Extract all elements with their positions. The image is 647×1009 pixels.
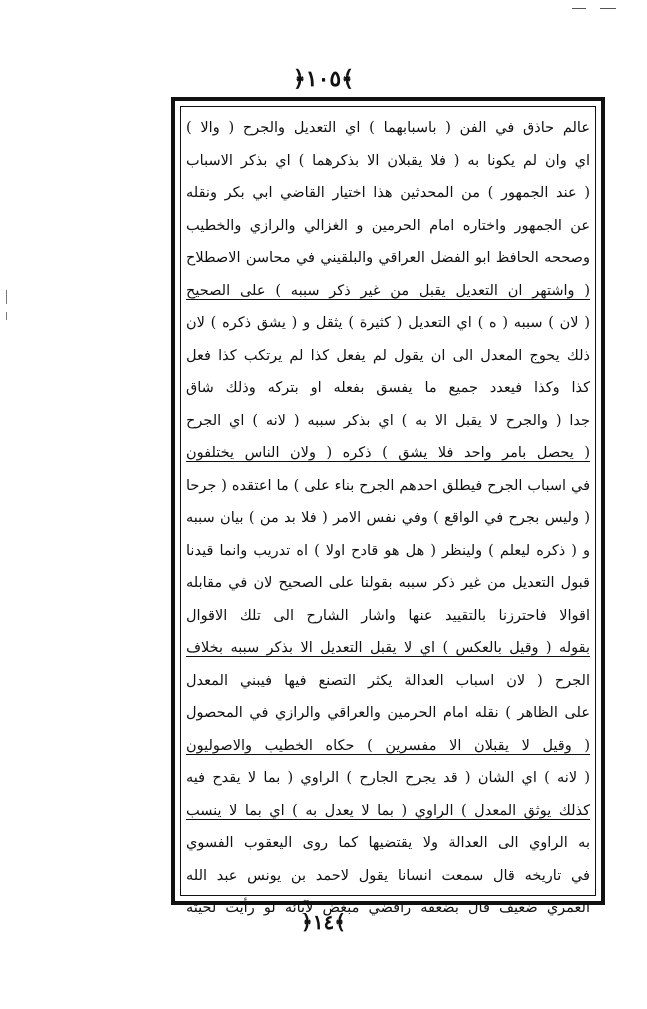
text-line: ذلك يحوج المعدل الى ان يقول لم يفعل كذا لم يرتكب كذا فعل	[186, 347, 590, 364]
text-line: ( واشتهر ان التعديل يقبل من غير ذكر سببه ) على الصحيح	[186, 282, 590, 299]
body-text	[186, 112, 590, 916]
text-line: ( يحصل بامر واحد فلا يشق ) ذكره ( ولان الناس يختلفون	[186, 445, 590, 461]
text-line: اي وان لم يكونا به ( فلا يقبلان الا بذكرهما ) اي بذكر الاسباب	[186, 152, 590, 169]
text-line: عن الجمهور واختاره امام الحرمين و الغزالي والرازي والخطيب	[186, 217, 590, 234]
page-number: ﴿١٠٥﴾	[292, 66, 355, 92]
text-line: جدا ( والجرح لا يقبل الا به ) اي بذكر سببه ( لانه ) اي الجرح	[186, 412, 590, 429]
text-line: قبول التعديل من غير ذكر سببه بقولنا على الصحيح لان في مقابله	[186, 575, 590, 591]
scan-edge-mark	[6, 290, 7, 304]
text-line: ( وليس بجرح في الواقع ) وفي نفس الامر ( فلا بد من ) بيان سببه	[186, 510, 590, 526]
catchword: ﴿١٤﴾	[301, 910, 346, 934]
text-line: في اسباب الجرح فيطلق احدهم الجرح بناء على ) ما اعتقده ( جرحا	[186, 477, 590, 494]
text-line: كذا وكذا فيعدد جميع ما يفسق بفعله او بتركه وذلك شاق	[186, 380, 590, 396]
text-line: وصححه الحافظ ابو الفضل العراقي والبلقيني في محاسن الاصطلاح	[186, 250, 590, 266]
text-line: بقوله ( وقيل بالعكس ) اي لا يقبل التعديل الا بذكر سببه بخلاف	[186, 640, 590, 656]
text-line: العمري ضعيف قال بضعفه رافضي مبغض لآبائه لو رأيت لحيته	[186, 900, 590, 916]
scan-corner-mark	[600, 8, 616, 9]
text-line: ( وقيل لا يقبلان الا مفسرين ) حكاه الخطيب والاصوليون	[186, 737, 590, 754]
text-line: ( لانه ) اي الشان ( قد يجرح الجارح ) الراوي ( بما لا يقدح فيه	[186, 770, 590, 786]
text-line: كذلك يوثق المعدل ) الراوي ( بما لا يعدل به ) اي بما لا ينسب	[186, 802, 590, 819]
scan-edge-mark	[6, 312, 7, 320]
text-line: الجرح ( لان اسباب العدالة يكثر التصنع فيها فيبني المعدل	[186, 672, 590, 689]
text-line: ( لان ) سببه ( ه ) اي التعديل ( كثيرة ) يثقل و ( يشق ذكره ) لان	[186, 315, 590, 331]
text-line: به الراوي الى العدالة ولا يقتضيها كما روى اليعقوب الفسوي	[186, 835, 590, 851]
text-line: ( عند الجمهور ) من المحدثين هذا اختيار القاضي ابي بكر ونقله	[186, 185, 590, 201]
text-line: في تاريخه قال سمعت انسانا يقول لاحمد بن يونس عبد الله	[186, 867, 590, 884]
text-line: اقوالا فاحترزنا بالتقييد عنها واشار الشارح الى تلك الاقوال	[186, 607, 590, 624]
text-line: عالم حاذق في الفن ( باسبابهما ) اي التعديل والجرح ( والا )	[186, 120, 590, 136]
scan-corner-mark	[572, 8, 586, 9]
text-line: و ( ذكره ليعلم ) ولينظر ( هل هو قادح اولا ) اه تدريب وانما قيدنا	[186, 542, 590, 559]
text-line: على الظاهر ) نقله امام الحرمين والعراقي والرازي في المحصول	[186, 705, 590, 721]
